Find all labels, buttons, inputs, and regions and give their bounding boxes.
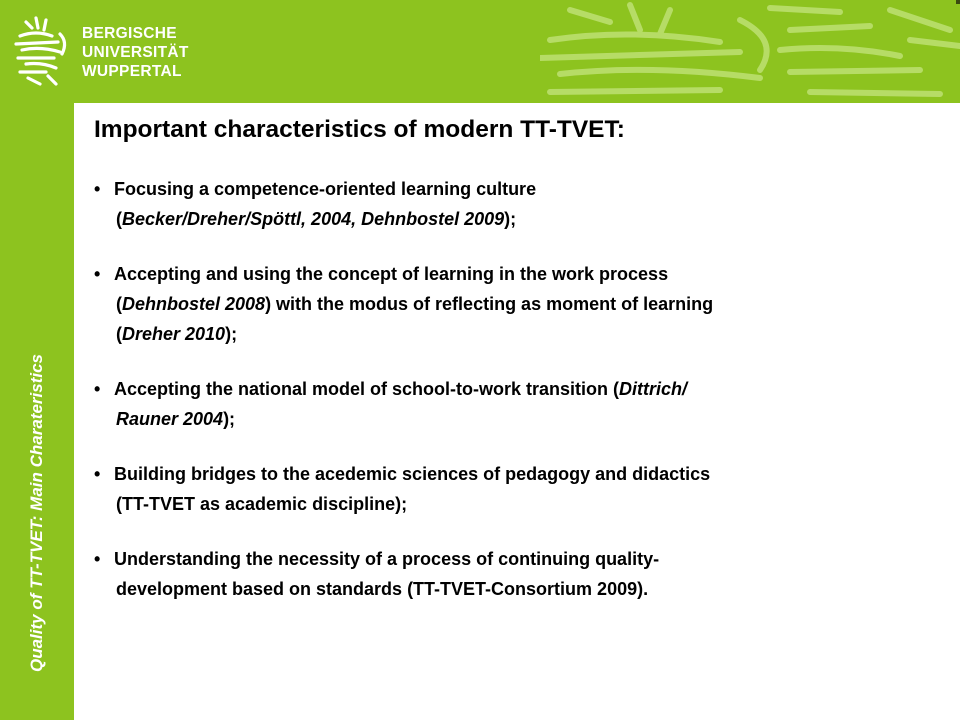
bullet-item — [94, 174, 944, 234]
corner-marker — [956, 0, 960, 4]
bullet-text: Accepting and using the concept of learning in the work process — [114, 264, 669, 284]
bullet-line — [114, 574, 944, 604]
university-name-line: UNIVERSITÄT — [82, 44, 189, 61]
header-bar — [0, 0, 960, 103]
university-name-line: BERGISCHE — [82, 25, 177, 42]
bullet-line — [114, 459, 944, 489]
bullet-text: (TT-TVET as academic discipline); — [116, 494, 408, 514]
bullet-line — [114, 374, 944, 404]
bullet-item — [94, 259, 944, 349]
vertical-section-title: Quality of TT-TVET: Main Charateristics — [27, 353, 46, 673]
bullet-line — [114, 404, 944, 434]
bullet-text: ( — [116, 294, 122, 314]
bullet-text: ( — [116, 209, 122, 229]
citation-text: Dreher 2010 — [122, 324, 226, 344]
bullet-text: ( — [116, 324, 122, 344]
bullet-line — [114, 259, 944, 289]
slide-content — [94, 112, 944, 629]
bullet-line — [114, 489, 944, 519]
bullet-text: ); — [223, 409, 236, 429]
sidebar — [0, 103, 74, 720]
bullet-line — [114, 289, 944, 319]
bullet-dot: • — [94, 379, 101, 399]
bullet-item — [94, 459, 944, 519]
bullet-line — [114, 319, 944, 349]
decorative-lion-pattern-icon — [540, 0, 960, 103]
citation-text: Rauner 2004 — [116, 409, 224, 429]
bullet-text: Building bridges to the acedemic sciences of pedagogy and didactics — [114, 464, 711, 484]
bullet-dot: • — [94, 179, 101, 199]
bullet-text: Accepting the national model of school-to-work transition ( — [114, 379, 620, 399]
bullet-list — [94, 174, 944, 604]
university-name-line: WUPPERTAL — [82, 63, 182, 80]
citation-text: Dehnbostel 2008 — [122, 294, 266, 314]
bullet-line — [114, 174, 944, 204]
university-name — [82, 24, 189, 81]
bullet-line — [114, 544, 944, 574]
bullet-text: ); — [225, 324, 238, 344]
citation-text: Becker/Dreher/Spöttl, 2004, Dehnbostel 2009 — [122, 209, 505, 229]
bullet-text: Focusing a competence-oriented learning culture — [114, 179, 537, 199]
slide-title: Important characteristics of modern TT-TVET: — [94, 116, 625, 143]
bullet-text: ) with the modus of reflecting as moment of learning — [265, 294, 714, 314]
bullet-dot: • — [94, 549, 101, 569]
bullet-text: Understanding the necessity of a process of continuing quality- — [114, 549, 660, 569]
bullet-text: ); — [504, 209, 517, 229]
bullet-text: development based on standards (TT-TVET-Consortium 2009). — [116, 579, 649, 599]
bullet-item — [94, 374, 944, 434]
bullet-dot: • — [94, 464, 101, 484]
university-lion-emblem-icon — [6, 14, 74, 88]
citation-text: Dittrich/ — [619, 379, 688, 399]
bullet-item — [94, 544, 944, 604]
bullet-line — [114, 204, 944, 234]
bullet-dot: • — [94, 264, 101, 284]
